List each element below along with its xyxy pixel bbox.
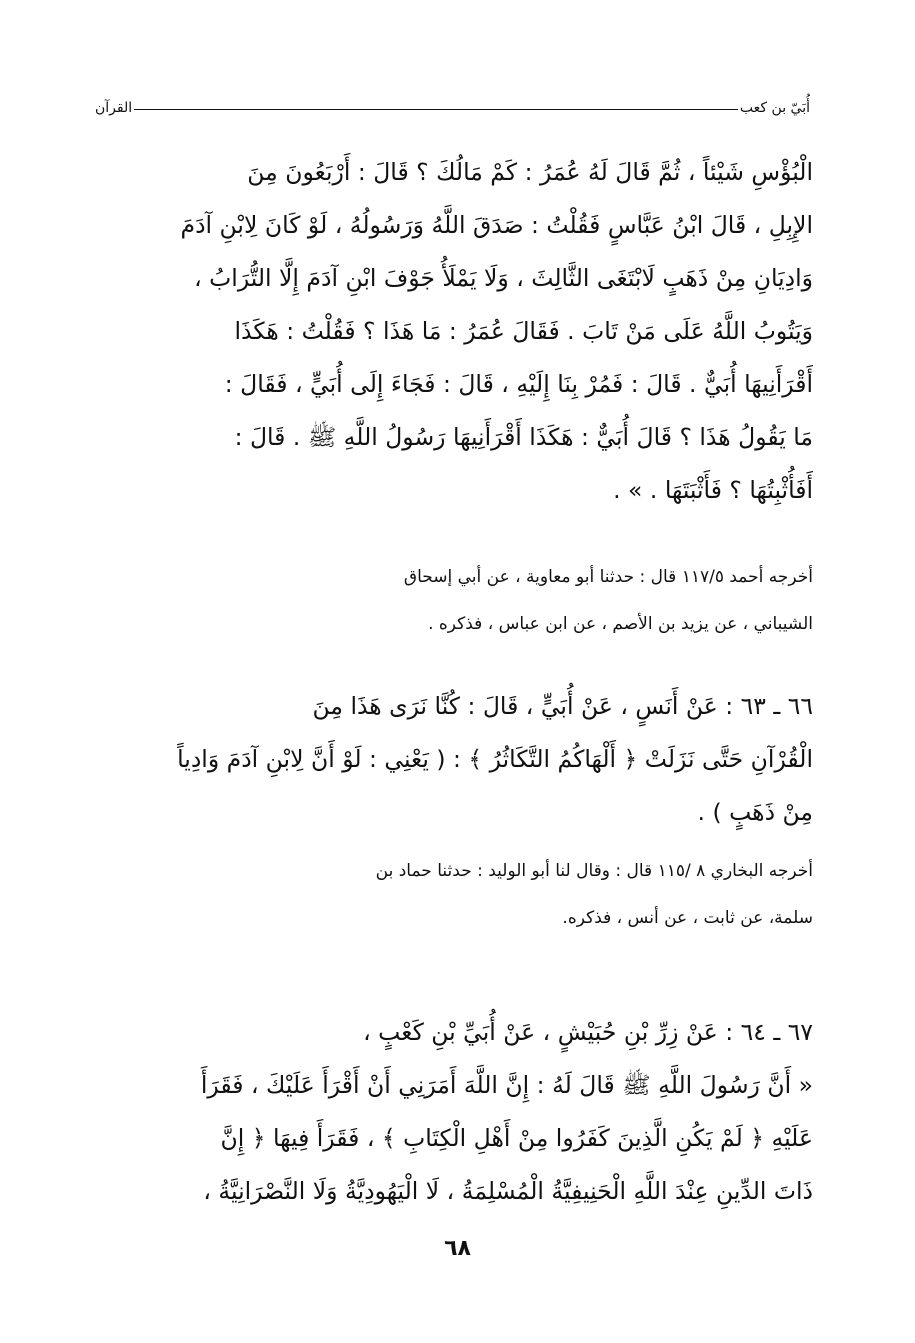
hadith-continuation bbox=[95, 146, 813, 517]
text-line: وَادِيَانِ مِنْ ذَهَبٍ لَابْتَغَى الثَّالِثَ ، وَلَا يَمْلَأُ جَوْفَ ابْنِ آدَمَ إِلَّا التُّرَابُ ، bbox=[194, 264, 813, 292]
hadith-67 bbox=[95, 1006, 813, 1218]
text-line: ٦٧ ـ ٦٤ : عَنْ زِرِّ بْنِ حُبَيْشٍ ، عَنْ أُبَيِّ بْنِ كَعْبٍ ، bbox=[363, 1018, 813, 1046]
text-line: الْبُؤْسِ شَيْئاً ، ثُمَّ قَالَ لَهُ عُمَرُ : كَمْ مَالُكَ ؟ قَالَ : أَرْبَعُونَ مِنَ bbox=[247, 158, 813, 186]
text-line: وَيَتُوبُ اللَّهُ عَلَى مَنْ تَابَ . فَقَالَ عُمَرُ : مَا هَذَا ؟ فَقُلْتُ : هَكَذَا bbox=[234, 317, 813, 345]
running-header bbox=[95, 92, 810, 116]
text-line: مِنْ ذَهَبٍ ) . bbox=[697, 798, 813, 826]
note-line: أخرجه أحمد ١١٧/٥ قال : حدثنا أبو معاوية ، عن أبي إسحاق bbox=[403, 567, 813, 587]
hadith-66 bbox=[95, 680, 813, 839]
note-line: أخرجه البخاري ٨ /١١٥ قال : وقال لنا أبو الوليد : حدثنا حماد بن bbox=[375, 861, 813, 881]
text-line: « أَنَّ رَسُولَ اللَّهِ ﷺ قَالَ لَهُ : إِنَّ اللَّهَ أَمَرَنِي أَنْ أَقْرَأَ عَلَيْكَ ، فَقَرَأَ bbox=[200, 1071, 813, 1099]
header-chapter-title: أُبَيّ بن كعب bbox=[739, 100, 810, 116]
text-line: مَا يَقُولُ هَذَا ؟ قَالَ أُبَيٌّ : هَكَذَا أَقْرَأَنِيهَا رَسُولُ اللَّهِ ﷺ . قَالَ : bbox=[234, 423, 813, 451]
text-line: الْقُرْآنِ حَتَّى نَزَلَتْ ﴿ أَلْهَاكُمُ التَّكَاثُرُ ﴾ : ( يَعْنِي : لَوْ أَنَّ لِابْنِ آدَمَ وَادِياً bbox=[177, 745, 813, 773]
note-line: الشيباني ، عن يزيد بن الأصم ، عن ابن عباس ، فذكره . bbox=[428, 614, 813, 634]
text-line: أَقْرَأَنِيهَا أُبَيٌّ . قَالَ : فَمُرْ بِنَا إِلَيْهِ ، قَالَ : فَجَاءَ إِلَى أُبَيٍّ ، فَقَالَ : bbox=[224, 370, 813, 398]
takhrij-note-2 bbox=[95, 848, 813, 942]
text-line: ذَاتَ الدِّينِ عِنْدَ اللَّهِ الْحَنِيفِيَّةُ الْمُسْلِمَةُ ، لَا الْيَهُودِيَّةُ وَلَا النَّصْرَانِيَّةُ ، bbox=[203, 1177, 813, 1205]
text-line: عَلَيْهِ ﴿ لَمْ يَكُنِ الَّذِينَ كَفَرُوا مِنْ أَهْلِ الْكِتَابِ ﴾ ، فَقَرَأَ فِيهَا ﴿ إِنَّ bbox=[220, 1124, 813, 1152]
header-rule bbox=[134, 109, 738, 110]
header-book-title: القرآن bbox=[95, 100, 133, 116]
takhrij-note-1 bbox=[95, 554, 813, 648]
note-line: سلمة، عن ثابت ، عن أنس ، فذكره. bbox=[562, 908, 813, 928]
text-line: الإِبِلِ ، قَالَ ابْنُ عَبَّاسٍ فَقُلْتُ : صَدَقَ اللَّهُ وَرَسُولُهُ ، لَوْ كَانَ لِابْنِ آدَمَ bbox=[180, 211, 813, 239]
page-number: ٦٨ bbox=[444, 1236, 471, 1261]
text-line: أَفَأُثْبِتُهَا ؟ فَأَثْبَتَهَا . » . bbox=[613, 476, 813, 504]
text-line: ٦٦ ـ ٦٣ : عَنْ أَنَسٍ ، عَنْ أُبَيٍّ ، قَالَ : كُنَّا نَرَى هَذَا مِنَ bbox=[312, 692, 813, 720]
